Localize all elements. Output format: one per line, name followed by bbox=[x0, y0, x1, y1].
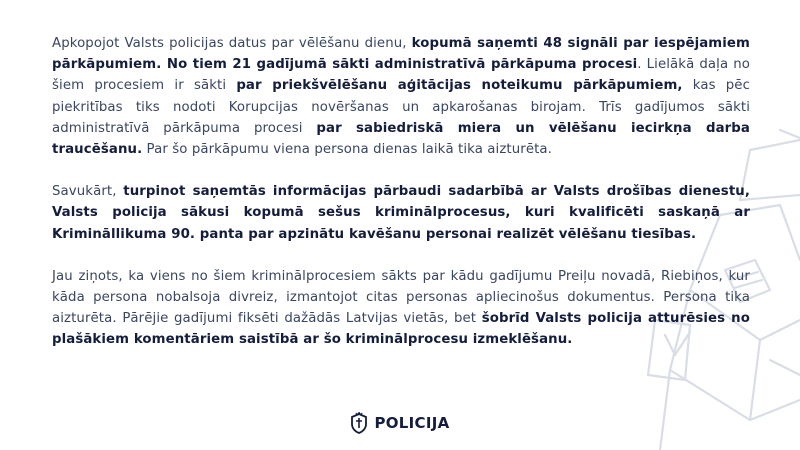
text-segment: . Lielākā daļa no šiem procesiem ir sākti bbox=[52, 57, 751, 94]
brand-name: POLICIJA bbox=[374, 414, 450, 432]
bold-text: šobrīd Valsts policija atturēsies no plašākiem komentāriem saistībā ar šo kriminālprocesu izmeklēšanu. bbox=[52, 311, 750, 348]
bold-text: par priekšvēlēšanu aģitācijas noteikumu pārkāpumiem, bbox=[236, 78, 683, 94]
paragraph-1 bbox=[52, 33, 750, 160]
paragraph-3 bbox=[52, 266, 750, 351]
bold-text: par sabiedriskā miera un vēlēšanu iecirkņa darba traucēšanu. bbox=[52, 120, 750, 158]
text-segment: Par šo pārkāpumu viena persona dienas laikā tika aizturēta. bbox=[142, 142, 552, 158]
police-crest-icon bbox=[350, 412, 368, 434]
paragraph-2 bbox=[52, 181, 750, 245]
text-segment: Apkopojot Valsts policijas datus par vēlēšanu dienu, bbox=[52, 36, 412, 51]
footer-logo bbox=[0, 412, 800, 434]
text-segment: kas pēc piekritības tiks nodoti Korupcijas novēršanas un apkarošanas birojam. Trīs gadījumos sākti administratīvā pārkāpuma procesi bbox=[52, 78, 751, 136]
article-body bbox=[52, 33, 750, 372]
bold-text: turpinot saņemtās informācijas pārbaudi sadarbībā ar Valsts drošības dienestu, Valsts policija sākusi kopumā sešus kriminālprocesus, kuri kvalificēti saskaņā ar Krimināllikuma 90. panta par apzinātu kavēšanu personai realizēt vēlēšanu tiesības. bbox=[52, 184, 750, 242]
text-segment: Jau ziņots, ka viens no šiem kriminālprocesiem sākts par kādu gadījumu Preiļu novadā, Riebiņos, kur kāda persona nobalsoja divreiz, izmantojot citas personas apliecinošus dokumentus. Persona tika aizturēta. Pārējie gadījumi fiksēti dažādās Latvijas vietās, bet bbox=[52, 268, 750, 327]
bold-text: kopumā saņemti 48 signāli par iespējamiem pārkāpumiem. No tiem 21 gadījumā sākti administratīvā pārkāpuma procesi bbox=[52, 36, 750, 73]
text-segment: Savukārt, bbox=[52, 184, 124, 200]
